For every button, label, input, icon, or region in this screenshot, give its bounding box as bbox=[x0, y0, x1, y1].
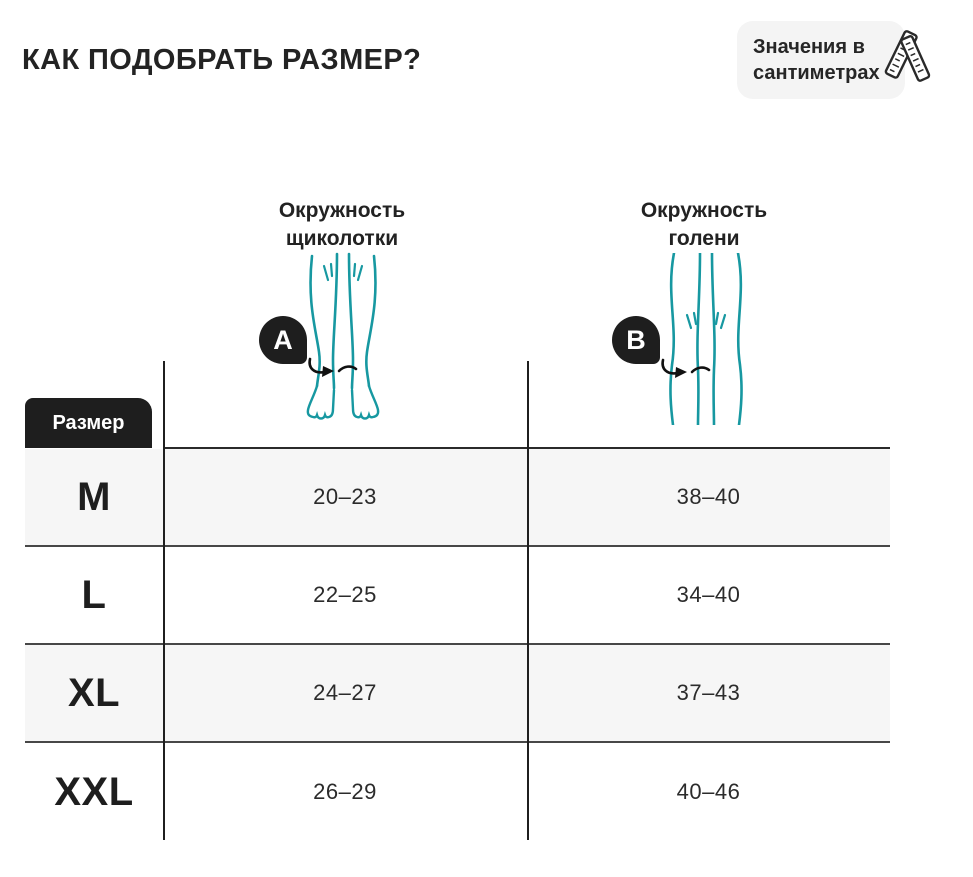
units-note-badge bbox=[737, 21, 905, 99]
marker-pin-a bbox=[259, 316, 307, 364]
size-corner-tab bbox=[25, 398, 152, 448]
calf-value-cell bbox=[527, 449, 890, 545]
calf-value: 34–40 bbox=[676, 582, 741, 607]
units-note-line1: Значения в bbox=[753, 36, 865, 58]
ankle-value-cell bbox=[163, 547, 527, 643]
ankles-illustration bbox=[300, 252, 386, 427]
size-cell: L bbox=[81, 572, 107, 617]
calf-value: 38–40 bbox=[676, 484, 741, 509]
column-header-ankle bbox=[222, 197, 462, 253]
size-cell: M bbox=[77, 474, 111, 519]
size-corner-tab-label: Размер bbox=[52, 411, 125, 434]
crossed-rulers-icon bbox=[884, 28, 932, 89]
size-cell: XXL bbox=[54, 769, 134, 814]
ankle-value: 22–25 bbox=[313, 582, 377, 607]
calf-value-cell bbox=[527, 743, 890, 841]
table-row-xxl bbox=[25, 743, 890, 841]
table-column-divider-2 bbox=[527, 361, 529, 840]
column-header-calf-line2: голени bbox=[668, 227, 740, 250]
table-row-l bbox=[25, 547, 890, 645]
table-column-divider-1 bbox=[163, 361, 165, 840]
column-header-calf bbox=[584, 197, 824, 253]
column-header-ankle-line1: Окружность bbox=[278, 199, 406, 222]
ankle-value-cell bbox=[163, 645, 527, 741]
ankle-value: 24–27 bbox=[313, 680, 377, 705]
ankle-value: 20–23 bbox=[313, 484, 377, 509]
column-header-ankle-line2: щиколотки bbox=[285, 227, 399, 250]
column-header-calf-line1: Окружность bbox=[640, 199, 768, 222]
ankle-value-cell bbox=[163, 449, 527, 545]
calf-value-cell bbox=[527, 645, 890, 741]
calves-illustration bbox=[658, 253, 752, 430]
marker-letter-b: B bbox=[626, 324, 646, 355]
measure-wrap-arrow-b-icon bbox=[659, 357, 713, 390]
units-note-line2: сантиметрах bbox=[753, 62, 880, 84]
units-note-text bbox=[753, 34, 880, 86]
ankle-value: 26–29 bbox=[313, 779, 377, 804]
measure-wrap-arrow-a-icon bbox=[306, 356, 360, 389]
calf-value-cell bbox=[527, 547, 890, 643]
size-table bbox=[25, 449, 890, 841]
calf-value: 40–46 bbox=[676, 779, 741, 804]
page-title: КАК ПОДОБРАТЬ РАЗМЕР? bbox=[22, 44, 422, 76]
size-cell: XL bbox=[67, 670, 121, 715]
table-row-m bbox=[25, 449, 890, 547]
calf-value: 37–43 bbox=[676, 680, 741, 705]
marker-letter-a: A bbox=[273, 324, 293, 355]
table-row-xl bbox=[25, 645, 890, 743]
ankle-value-cell bbox=[163, 743, 527, 841]
marker-pin-b bbox=[612, 316, 660, 364]
